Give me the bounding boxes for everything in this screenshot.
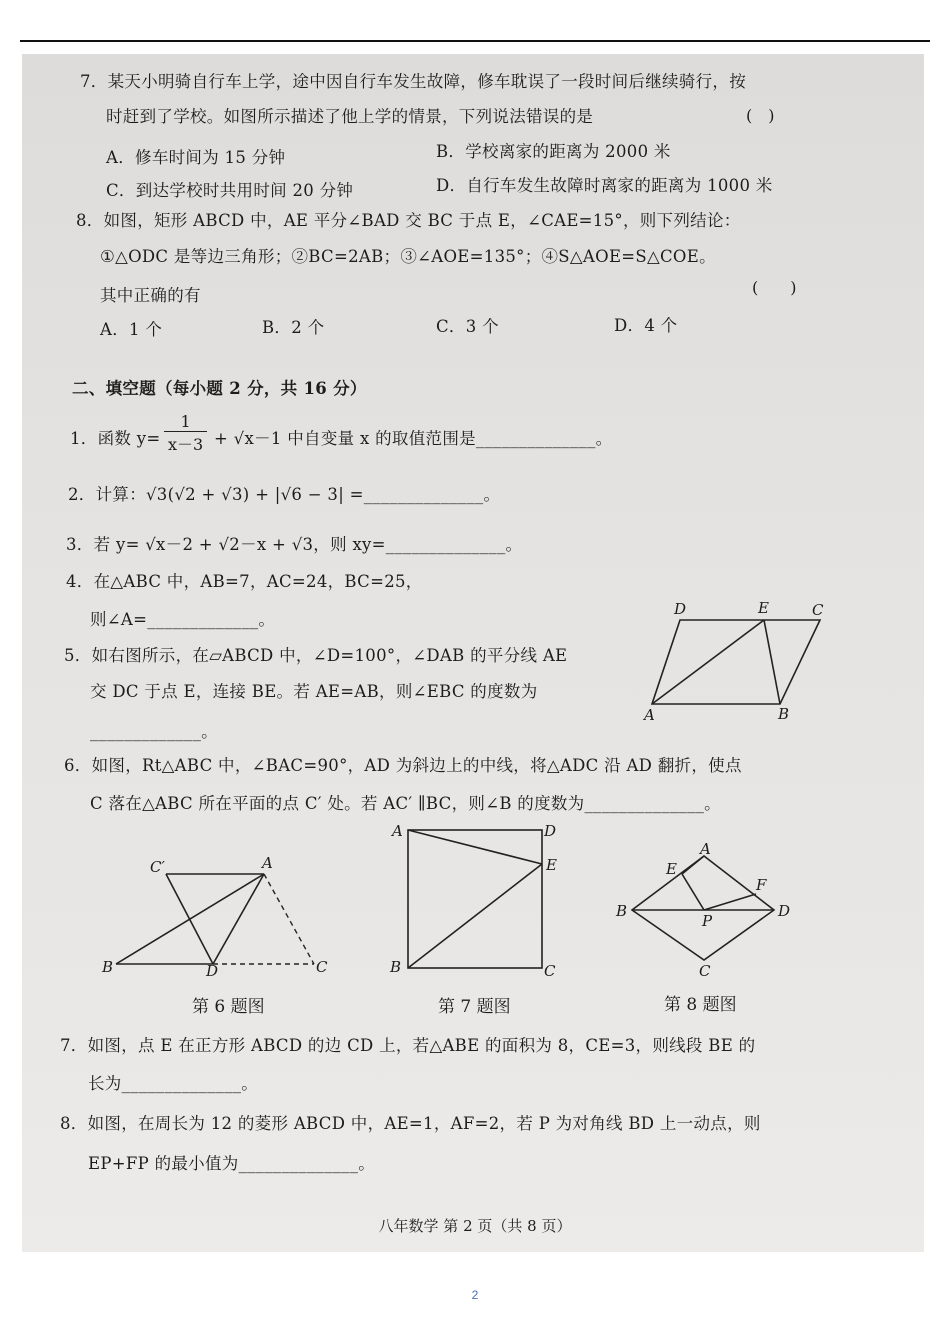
square-figure [388,818,568,978]
fill1-suffix: + √x－1 中自变量 x 的取值范围是______________。 [214,429,613,448]
fig6-label-c: C [316,958,328,976]
section-title: 二、填空题（每小题 2 分，共 16 分） [72,379,367,398]
fill1-prefix: 1．函数 y= [70,429,161,448]
figure-q7 [388,818,568,982]
fig7-label-d: D [544,822,557,840]
q7-option-c: C．到达学校时共用时间 20 分钟 [106,181,354,200]
fill2: 2．计算：√3(√2 + √3) + |√6 − 3| =______________。 [68,485,501,504]
fig6-label-d: D [206,962,219,980]
q8-option-b: B．2 个 [262,318,325,337]
fig5-label-b: B [778,705,790,723]
q7-option-d: D．自行车发生故障时离家的距离为 1000 米 [436,176,773,195]
fill8-line1: 8．如图，在周长为 12 的菱形 ABCD 中，AE=1，AF=2，若 P 为对角线 BD 上一动点，则 [60,1114,761,1133]
fill5-line1: 5．如右图所示，在▱ABCD 中，∠D=100°，∠DAB 的平分线 AE [64,646,568,665]
rhombus-figure [612,838,812,983]
fig8-label-c: C [699,962,711,980]
fill7-line1: 7．如图，点 E 在正方形 ABCD 的边 CD 上，若△ABE 的面积为 8，CE=3，则线段 BE 的 [60,1036,756,1055]
figure-q6 [96,852,346,986]
fill6-line1: 6．如图，Rt△ABC 中，∠BAC=90°，AD 为斜边上的中线，将△ADC 沿 AD 翻折，使点 [64,756,742,775]
q7-option-a: A．修车时间为 15 分钟 [106,148,286,167]
fig8-caption: 第 8 题图 [664,995,737,1015]
fig7-label-e: E [546,856,557,874]
header-rule [20,40,930,42]
fill7-line2: 长为______________。 [88,1074,259,1093]
q8-line2: ①△ODC 是等边三角形；②BC=2AB；③∠AOE=135°；④S△AOE=S△COE。 [100,247,716,266]
q7-line2: 时赶到了学校。如图所示描述了他上学的情景，下列说法错误的是 [106,107,594,126]
q7-option-b: B．学校离家的距离为 2000 米 [436,142,671,161]
fill4-line2: 则∠A=_____________。 [90,610,276,629]
fig7-label-b: B [390,958,402,976]
fig5-label-d: D [674,600,687,618]
fill6-line2: C 落在△ABC 所在平面的点 C′ 处。若 AC′ ∥BC，则∠B 的度数为______________。 [90,794,721,813]
fig5-label-c: C [812,601,824,619]
q8-option-c: C．3 个 [436,317,499,336]
q8-line1: 8．如图，矩形 ABCD 中，AE 平分∠BAD 交 BC 于点 E，∠CAE=15°，则下列结论： [76,211,741,230]
parallelogram-figure [640,598,840,728]
fig5-label-e: E [758,599,769,617]
fig6-label-cprime: C′ [150,858,165,876]
fill5-line2: 交 DC 于点 E，连接 BE。若 AE=AB，则∠EBC 的度数为 [90,682,538,701]
fig8-label-e: E [666,860,677,878]
fig7-label-c: C [544,962,556,980]
q7-answer-paren: ( ) [746,106,775,125]
q7-line1: 7．某天小明骑自行车上学，途中因自行车发生故障，修车耽误了一段时间后继续骑行，按 [80,72,746,91]
q8-option-d: D．4 个 [614,316,678,335]
q8-answer-paren: ( ) [752,278,797,297]
fig6-caption: 第 6 题图 [192,997,265,1017]
fill1-numerator: 1 [164,412,207,432]
fig8-label-f: F [756,876,767,894]
fill1-fraction [164,412,207,455]
fill5-line3: _____________。 [90,722,218,741]
fig8-label-d: D [778,902,791,920]
page-number: 2 [471,1288,479,1302]
fig7-caption: 第 7 题图 [438,997,511,1017]
figure-q8 [612,838,812,987]
fig6-label-b: B [102,958,114,976]
fig7-label-a: A [392,822,403,840]
fig6-label-a: A [262,854,273,872]
fill3: 3．若 y= √x－2 + √2－x + √3，则 xy=______________。 [66,535,523,554]
q8-option-a: A．1 个 [100,320,163,339]
fill1-denominator: x－3 [168,435,204,454]
fill4-line1: 4．在△ABC 中，AB=7，AC=24，BC=25， [66,572,423,591]
figure-q5 [640,598,840,732]
fig8-label-b: B [616,902,628,920]
page-footer: 八年数学 第 2 页（共 8 页） [378,1217,572,1235]
fig5-label-a: A [644,706,655,724]
fig8-label-p: P [702,912,713,930]
triangle-fold-figure [96,852,346,982]
q8-line3: 其中正确的有 [100,286,201,305]
fill8-line2: EP+FP 的最小值为______________。 [88,1154,376,1173]
fig8-label-a: A [700,840,711,858]
